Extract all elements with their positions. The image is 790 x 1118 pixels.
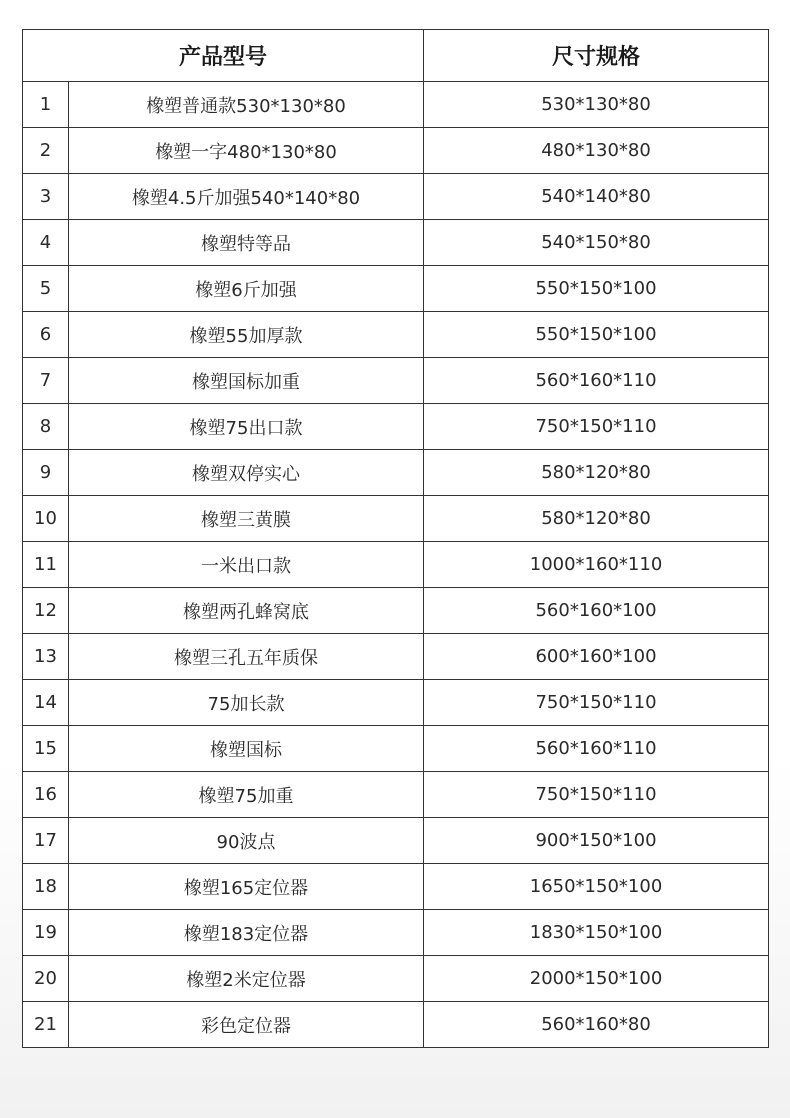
row-number: 13 <box>23 634 69 680</box>
table-row <box>23 588 769 634</box>
table-row <box>23 82 769 128</box>
table-row <box>23 726 769 772</box>
row-number: 18 <box>23 864 69 910</box>
product-model-cell: 橡塑75出口款 <box>69 404 424 450</box>
table-row <box>23 1002 769 1048</box>
table-body <box>23 82 769 1048</box>
size-spec-cell: 600*160*100 <box>424 634 769 680</box>
size-spec-cell: 1650*150*100 <box>424 864 769 910</box>
row-number: 6 <box>23 312 69 358</box>
product-model-cell: 橡塑国标加重 <box>69 358 424 404</box>
row-number: 12 <box>23 588 69 634</box>
row-number: 2 <box>23 128 69 174</box>
row-number: 8 <box>23 404 69 450</box>
product-model-cell: 橡塑国标 <box>69 726 424 772</box>
row-number: 16 <box>23 772 69 818</box>
product-model-cell: 橡塑普通款530*130*80 <box>69 82 424 128</box>
size-spec-cell: 560*160*110 <box>424 358 769 404</box>
product-model-cell: 彩色定位器 <box>69 1002 424 1048</box>
product-model-cell: 橡塑三孔五年质保 <box>69 634 424 680</box>
product-model-cell: 橡塑一字480*130*80 <box>69 128 424 174</box>
table-row <box>23 542 769 588</box>
row-number: 15 <box>23 726 69 772</box>
row-number: 21 <box>23 1002 69 1048</box>
product-model-cell: 橡塑165定位器 <box>69 864 424 910</box>
size-spec-cell: 550*150*100 <box>424 266 769 312</box>
size-spec-cell: 580*120*80 <box>424 450 769 496</box>
table-row <box>23 220 769 266</box>
table-row <box>23 634 769 680</box>
size-spec-cell: 480*130*80 <box>424 128 769 174</box>
product-model-cell: 橡塑两孔蜂窝底 <box>69 588 424 634</box>
size-spec-cell: 540*140*80 <box>424 174 769 220</box>
header-size-spec: 尺寸规格 <box>424 30 769 82</box>
size-spec-cell: 1000*160*110 <box>424 542 769 588</box>
size-spec-cell: 530*130*80 <box>424 82 769 128</box>
product-model-cell: 橡塑三黄膜 <box>69 496 424 542</box>
table-row <box>23 818 769 864</box>
table-row <box>23 496 769 542</box>
size-spec-cell: 750*150*110 <box>424 404 769 450</box>
size-spec-cell: 540*150*80 <box>424 220 769 266</box>
table-row <box>23 358 769 404</box>
size-spec-cell: 1830*150*100 <box>424 910 769 956</box>
size-spec-cell: 580*120*80 <box>424 496 769 542</box>
header-product-model: 产品型号 <box>23 30 424 82</box>
row-number: 19 <box>23 910 69 956</box>
table-row <box>23 266 769 312</box>
row-number: 9 <box>23 450 69 496</box>
product-model-cell: 一米出口款 <box>69 542 424 588</box>
size-spec-cell: 750*150*110 <box>424 772 769 818</box>
table-header-row <box>23 30 769 82</box>
product-model-cell: 90波点 <box>69 818 424 864</box>
size-spec-cell: 560*160*100 <box>424 588 769 634</box>
product-model-cell: 橡塑6斤加强 <box>69 266 424 312</box>
table-row <box>23 864 769 910</box>
table-row <box>23 404 769 450</box>
product-model-cell: 橡塑183定位器 <box>69 910 424 956</box>
size-spec-cell: 550*150*100 <box>424 312 769 358</box>
row-number: 5 <box>23 266 69 312</box>
row-number: 4 <box>23 220 69 266</box>
table-row <box>23 680 769 726</box>
size-spec-cell: 560*160*110 <box>424 726 769 772</box>
row-number: 14 <box>23 680 69 726</box>
product-spec-table <box>22 29 769 1048</box>
row-number: 20 <box>23 956 69 1002</box>
row-number: 7 <box>23 358 69 404</box>
size-spec-cell: 560*160*80 <box>424 1002 769 1048</box>
product-model-cell: 橡塑75加重 <box>69 772 424 818</box>
table-row <box>23 450 769 496</box>
size-spec-cell: 2000*150*100 <box>424 956 769 1002</box>
table-row <box>23 312 769 358</box>
size-spec-cell: 900*150*100 <box>424 818 769 864</box>
product-model-cell: 橡塑特等品 <box>69 220 424 266</box>
product-model-cell: 橡塑双停实心 <box>69 450 424 496</box>
table-row <box>23 128 769 174</box>
row-number: 17 <box>23 818 69 864</box>
product-model-cell: 75加长款 <box>69 680 424 726</box>
table-row <box>23 956 769 1002</box>
row-number: 3 <box>23 174 69 220</box>
product-model-cell: 橡塑55加厚款 <box>69 312 424 358</box>
table-row <box>23 772 769 818</box>
product-model-cell: 橡塑4.5斤加强540*140*80 <box>69 174 424 220</box>
row-number: 10 <box>23 496 69 542</box>
product-model-cell: 橡塑2米定位器 <box>69 956 424 1002</box>
size-spec-cell: 750*150*110 <box>424 680 769 726</box>
row-number: 11 <box>23 542 69 588</box>
table-row <box>23 174 769 220</box>
row-number: 1 <box>23 82 69 128</box>
table-row <box>23 910 769 956</box>
